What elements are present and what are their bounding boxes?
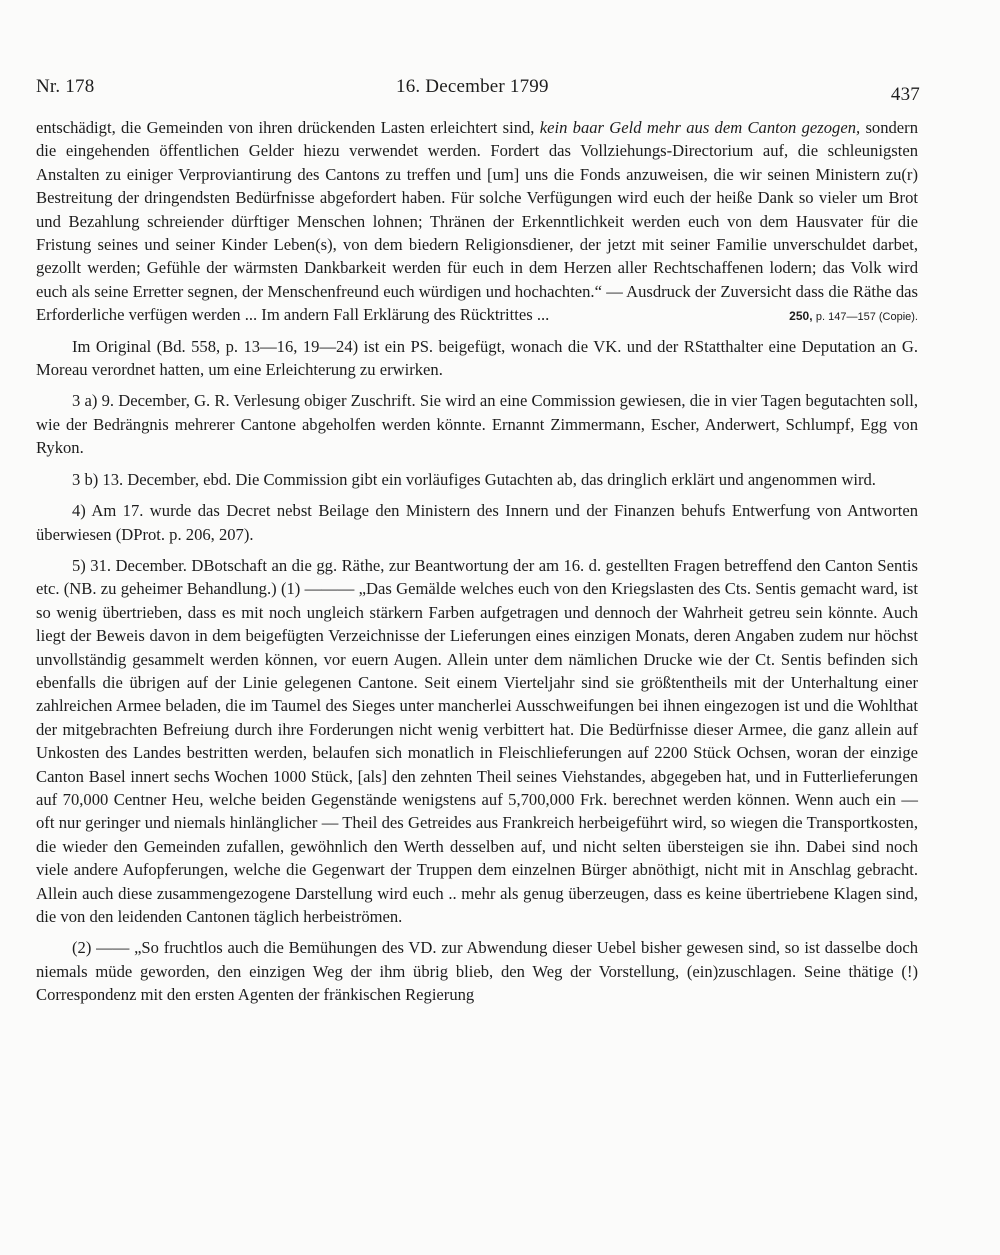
italic-phrase: kein baar Geld mehr aus dem Canton gezogen, — [539, 118, 861, 137]
text-run: sondern die eingehenden öffentlichen Gelder hiezu verwendet werden. Fordert das Vollziehungs-Directorium auf, die schleunigsten Anstalten zu einiger Verproviantirung des Cantons zu treffen und [um] uns die Fonds anzuweisen, die wir seinen Ministern zu(r) Bestreitung der dringendsten Bedürfnisse abgefordert haben. Für solche Verfügungen wird euch der heiße Dank so vieler um Brot und Bezahlung schreiender dürftiger Menschen lohnen; Thränen der Erkenntlichkeit werden euch von dem Hausvater für die Fristung seines und seiner Kinder Leben(s), von dem biedern Religionsdiener, der jetzt mit seiner Familie unverschuldet darbet, gezollt werden; Gefühle der wärmsten Dankbarkeit werden für euch in dem Herzen aller Rechtschaffenen lodern; das Volk wird euch als seine Erretter segnen, der Menschenfreund euch würdigen und hochachten.“ — Ausdruck der Zuversicht dass die Räthe das Erforderliche verfügen werden ... Im andern Fall Erklärung des Rücktrittes ... — [36, 118, 918, 325]
paragraph-original-note: Im Original (Bd. 558, p. 13—16, 19—24) ist ein PS. beigefügt, wonach die VK. und der RStatthalter eine Deputation an G. Moreau verordnet hatten, um eine Erleichterung zu erwirken. — [36, 336, 918, 380]
paragraph-5-part-2: (2) —— „So fruchtlos auch die Bemühungen des VD. zur Abwendung dieser Uebel bisher gewesen sind, so ist dasselbe doch niemals müde geworden, den einzigen Weg der ihm übrig blieb, den Weg der Vorstellung, (ein)zuschlagen. Seine thätige (!) Correspondenz mit den ersten Agenten der fränkischen Regierung — [36, 938, 918, 1005]
page-body — [36, 116, 918, 1007]
paragraph-3b: 3 b) 13. December, ebd. Die Commission gibt ein vorläufiges Gutachten ab, das dringlich erklärt und angenommen wird. — [72, 469, 876, 489]
text-run: entschädigt, die Gemeinden von ihren drückenden Lasten erleichtert sind, — [36, 118, 540, 137]
source-pages: p. 147—157 (Copie). — [815, 311, 918, 324]
paragraph-4: 4) Am 17. wurde das Decret nebst Beilage den Ministern des Innern und der Finanzen behufs Entwerfung von Antworten überwiesen (DProt. p. 206, 207). — [36, 501, 918, 544]
source-number: 250, — [789, 309, 816, 324]
page-header — [36, 72, 920, 105]
source-reference — [789, 305, 918, 329]
paragraph-continuation — [36, 116, 918, 327]
paragraph-5: 5) 31. December. DBotschaft an die gg. Räthe, zur Beantwortung der am 16. d. gestellten Fragen betreffend den Canton Sentis etc. (NB. zu geheimer Behandlung.) (1) ——— „Das Gemälde welches euch von den Kriegslasten des Cts. Sentis gemacht ward, ist so wenig übertrieben, dass es mit noch ungleich stärkern Farben aufgetragen und dennoch der Wahrheit getreu sein könnte. Auch liegt der Beweis davon in dem beigefügten Verzeichnisse der Lieferungen eines einzigen Monats, deren Angaben zudem nur höchst unvollständig gesammelt werden können, vor euern Augen. Allein unter dem nämlichen Drucke wie der Ct. Sentis befinden sich ebenfalls die übrigen auf der Linie gelegenen Cantone. Seit einem Vierteljahr sind sie größtentheils mit der Unterhaltung einer zahlreichen Armee beladen, die im Taumel des Sieges unter mancherlei Ausschweifungen bei ihnen eingezogen ist und die Wohlthat der mitgebrachten Befreiung durch ihre Forderungen nicht wenig verbittert hat. Die Bedürfnisse dieser Armee, die ganz allein auf Unkosten des Landes bestritten werden, belaufen sich monatlich in Fleischlieferungen auf 2200 Stück Ochsen, woran der einzige Canton Basel innert sechs Wochen 1000 Stück, [als] den zehnten Theil seines Viehstandes, abgegeben hat, und in Futterlieferungen auf 70,000 Centner Heu, welche beiden Gegenstände wenigstens auf 5,700,000 Frk. berechnet werden können. Wenn auch ein — oft nur geringer und niemals hinlänglicher — Theil des Getreides aus Frankreich herbeigeführt wird, so wiegen die Transportkosten, die wieder den Gemeinden zufallen, gewöhnlich den Werth desselben auf, und nicht selten übersteigen sie ihn. Dabei sind noch viele andere Aufopferungen, welche die Gegenwart der Truppen dem einzelnen Bürger abnöthigt, nicht mit in Anschlag gebracht. Allein auch diese zusammengezogene Darstellung wird euch .. mehr als genug überzeugen, dass es keine übertriebene Klagen sind, die von den leidenden Cantonen täglich herbeiströmen. — [36, 555, 918, 926]
paragraph-3a: 3 a) 9. December, G. R. Verlesung obiger Zuschrift. Sie wird an eine Commission gewiesen, die in vier Tagen begutachten soll, wie der Bedrängnis mehrerer Cantone abgeholfen werden könnte. Ernannt Zimmermann, Escher, Anderwert, Schlumpf, Egg von Rykon. — [36, 391, 918, 458]
entry-number: Nr. 178 — [36, 76, 95, 97]
page-number: 437 — [890, 84, 920, 105]
header-date: 16. December 1799 — [396, 76, 549, 97]
